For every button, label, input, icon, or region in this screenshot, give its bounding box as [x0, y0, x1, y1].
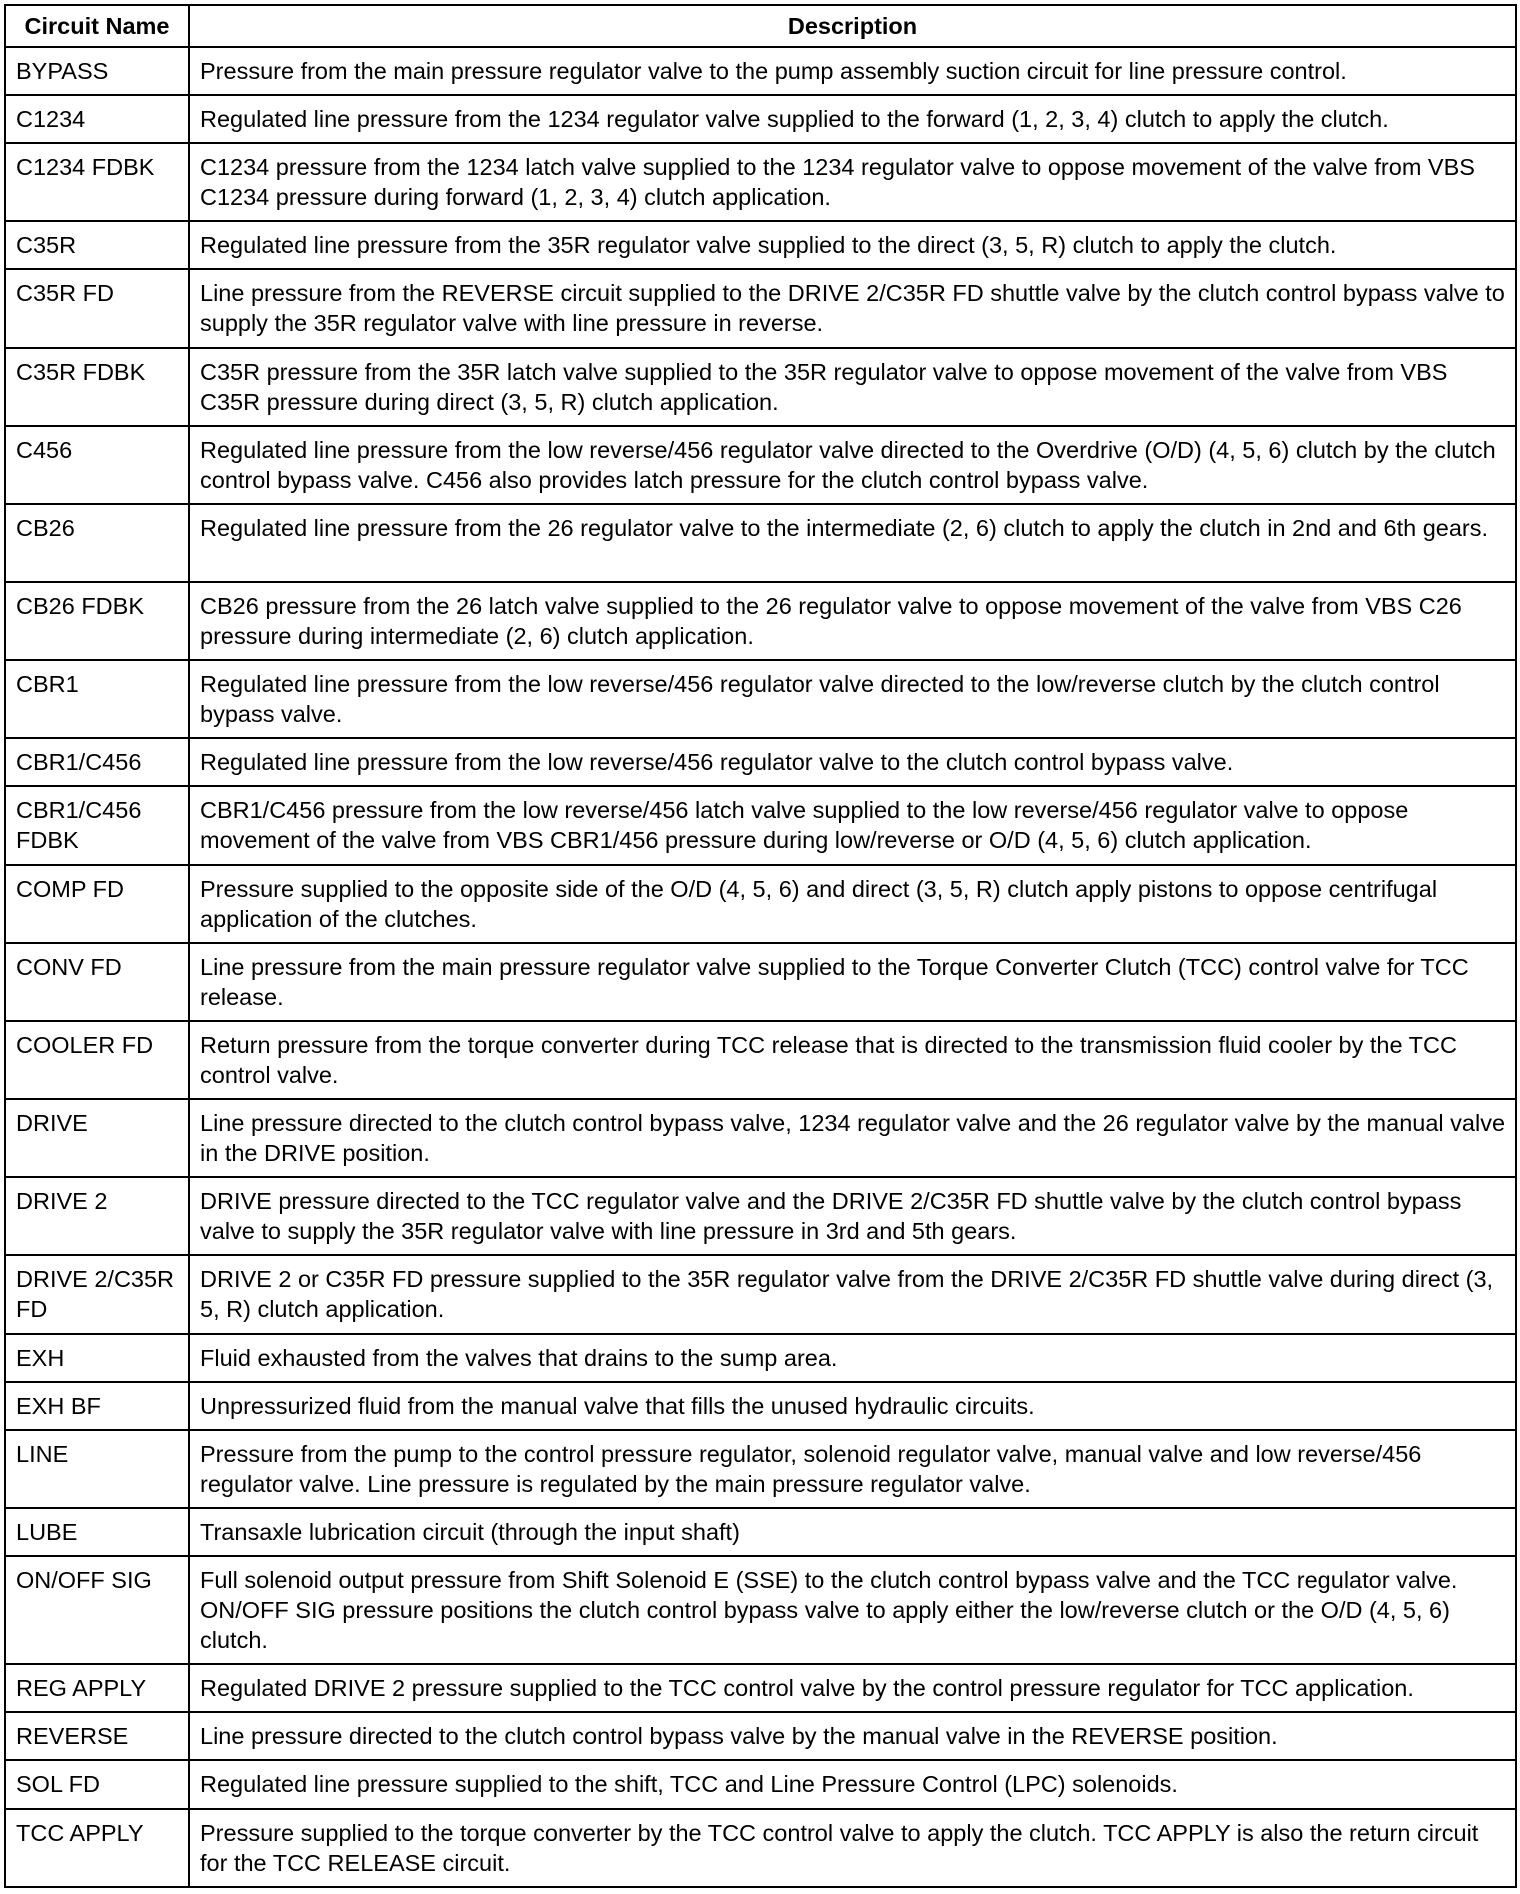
circuit-name-cell: REG APPLY	[5, 1664, 189, 1712]
table-row	[5, 1255, 1516, 1333]
description-cell: CBR1/C456 pressure from the low reverse/456 latch valve supplied to the low reverse/456 regulator valve to oppose movement of the valve from VBS CBR1/456 pressure during low/reverse or O/D (4, 5, 6) clutch application.	[189, 786, 1516, 864]
table-row	[5, 1021, 1516, 1099]
table-row	[5, 1177, 1516, 1255]
circuit-name-cell: DRIVE	[5, 1099, 189, 1177]
description-cell: C1234 pressure from the 1234 latch valve supplied to the 1234 regulator valve to oppose movement of the valve from VBS C1234 pressure during forward (1, 2, 3, 4) clutch application.	[189, 143, 1516, 221]
circuit-name-cell: LUBE	[5, 1508, 189, 1556]
description-cell: Regulated line pressure from the low reverse/456 regulator valve to the clutch control bypass valve.	[189, 738, 1516, 786]
table-row	[5, 1099, 1516, 1177]
description-cell: Line pressure directed to the clutch control bypass valve, 1234 regulator valve and the 26 regulator valve by the manual valve in the DRIVE position.	[189, 1099, 1516, 1177]
header-circuit-name: Circuit Name	[5, 5, 189, 47]
description-cell: DRIVE 2 or C35R FD pressure supplied to the 35R regulator valve from the DRIVE 2/C35R FD shuttle valve during direct (3, 5, R) clutch application.	[189, 1255, 1516, 1333]
description-cell: Unpressurized fluid from the manual valve that fills the unused hydraulic circuits.	[189, 1382, 1516, 1430]
circuit-name-cell: C1234	[5, 95, 189, 143]
circuit-name-cell: SOL FD	[5, 1760, 189, 1808]
circuit-name-cell: CB26	[5, 504, 189, 582]
circuit-name-cell: BYPASS	[5, 47, 189, 95]
description-cell: Regulated line pressure from the 26 regulator valve to the intermediate (2, 6) clutch to apply the clutch in 2nd and 6th gears.	[189, 504, 1516, 582]
table-header-row	[5, 5, 1516, 47]
table-row	[5, 786, 1516, 864]
table-row	[5, 1712, 1516, 1760]
circuit-name-cell: REVERSE	[5, 1712, 189, 1760]
circuit-name-cell: DRIVE 2/C35R FD	[5, 1255, 189, 1333]
table-row	[5, 95, 1516, 143]
table-row	[5, 221, 1516, 269]
table-row	[5, 47, 1516, 95]
circuit-name-cell: CB26 FDBK	[5, 582, 189, 660]
table-row	[5, 143, 1516, 221]
description-cell: Transaxle lubrication circuit (through the input shaft)	[189, 1508, 1516, 1556]
circuit-name-cell: CBR1	[5, 660, 189, 738]
table-row	[5, 1556, 1516, 1664]
description-cell: Fluid exhausted from the valves that drains to the sump area.	[189, 1334, 1516, 1382]
table-row	[5, 269, 1516, 347]
table-row	[5, 1382, 1516, 1430]
circuit-name-cell: C35R FD	[5, 269, 189, 347]
description-cell: Regulated line pressure from the 35R regulator valve supplied to the direct (3, 5, R) clutch to apply the clutch.	[189, 221, 1516, 269]
table-row	[5, 426, 1516, 504]
description-cell: Line pressure from the main pressure regulator valve supplied to the Torque Converter Clutch (TCC) control valve for TCC release.	[189, 943, 1516, 1021]
table-row	[5, 504, 1516, 582]
circuit-name-cell: CBR1/C456 FDBK	[5, 786, 189, 864]
circuit-description-table	[4, 4, 1517, 1888]
circuit-name-cell: TCC APPLY	[5, 1809, 189, 1887]
description-cell: Full solenoid output pressure from Shift Solenoid E (SSE) to the clutch control bypass valve and the TCC regulator valve. ON/OFF SIG pressure positions the clutch control bypass valve to apply either the low/reverse clutch or the O/D (4, 5, 6) clutch.	[189, 1556, 1516, 1664]
description-cell: Line pressure directed to the clutch control bypass valve by the manual valve in the REVERSE position.	[189, 1712, 1516, 1760]
circuit-name-cell: DRIVE 2	[5, 1177, 189, 1255]
table-row	[5, 865, 1516, 943]
description-cell: Return pressure from the torque converter during TCC release that is directed to the transmission fluid cooler by the TCC control valve.	[189, 1021, 1516, 1099]
circuit-name-cell: EXH	[5, 1334, 189, 1382]
circuit-name-cell: COOLER FD	[5, 1021, 189, 1099]
description-cell: Regulated DRIVE 2 pressure supplied to the TCC control valve by the control pressure regulator for TCC application.	[189, 1664, 1516, 1712]
table-row	[5, 1508, 1516, 1556]
description-cell: Regulated line pressure from the low reverse/456 regulator valve directed to the low/reverse clutch by the clutch control bypass valve.	[189, 660, 1516, 738]
circuit-name-cell: CBR1/C456	[5, 738, 189, 786]
table-row	[5, 1334, 1516, 1382]
table-row	[5, 660, 1516, 738]
table-row	[5, 1664, 1516, 1712]
circuit-name-cell: CONV FD	[5, 943, 189, 1021]
description-cell: Regulated line pressure from the low reverse/456 regulator valve directed to the Overdrive (O/D) (4, 5, 6) clutch by the clutch control bypass valve. C456 also provides latch pressure for the clutch control bypass valve.	[189, 426, 1516, 504]
circuit-name-cell: C456	[5, 426, 189, 504]
description-cell: Regulated line pressure supplied to the shift, TCC and Line Pressure Control (LPC) solenoids.	[189, 1760, 1516, 1808]
table-row	[5, 738, 1516, 786]
description-cell: CB26 pressure from the 26 latch valve supplied to the 26 regulator valve to oppose movement of the valve from VBS C26 pressure during intermediate (2, 6) clutch application.	[189, 582, 1516, 660]
description-cell: Pressure from the main pressure regulator valve to the pump assembly suction circuit for line pressure control.	[189, 47, 1516, 95]
circuit-name-cell: COMP FD	[5, 865, 189, 943]
description-cell: DRIVE pressure directed to the TCC regulator valve and the DRIVE 2/C35R FD shuttle valve by the clutch control bypass valve to supply the 35R regulator valve with line pressure in 3rd and 5th gears.	[189, 1177, 1516, 1255]
circuit-name-cell: C1234 FDBK	[5, 143, 189, 221]
description-cell: Line pressure from the REVERSE circuit supplied to the DRIVE 2/C35R FD shuttle valve by the clutch control bypass valve to supply the 35R regulator valve with line pressure in reverse.	[189, 269, 1516, 347]
circuit-name-cell: EXH BF	[5, 1382, 189, 1430]
header-description: Description	[189, 5, 1516, 47]
table-row	[5, 943, 1516, 1021]
table-row	[5, 1809, 1516, 1887]
circuit-name-cell: C35R FDBK	[5, 348, 189, 426]
table-row	[5, 1430, 1516, 1508]
table-row	[5, 348, 1516, 426]
description-cell: C35R pressure from the 35R latch valve supplied to the 35R regulator valve to oppose movement of the valve from VBS C35R pressure during direct (3, 5, R) clutch application.	[189, 348, 1516, 426]
circuit-name-cell: LINE	[5, 1430, 189, 1508]
description-cell: Pressure supplied to the torque converter by the TCC control valve to apply the clutch. TCC APPLY is also the return circuit for the TCC RELEASE circuit.	[189, 1809, 1516, 1887]
description-cell: Pressure supplied to the opposite side of the O/D (4, 5, 6) and direct (3, 5, R) clutch apply pistons to oppose centrifugal application of the clutches.	[189, 865, 1516, 943]
table-row	[5, 1760, 1516, 1808]
circuit-name-cell: ON/OFF SIG	[5, 1556, 189, 1664]
description-cell: Pressure from the pump to the control pressure regulator, solenoid regulator valve, manual valve and low reverse/456 regulator valve. Line pressure is regulated by the main pressure regulator valve.	[189, 1430, 1516, 1508]
table-row	[5, 582, 1516, 660]
description-cell: Regulated line pressure from the 1234 regulator valve supplied to the forward (1, 2, 3, 4) clutch to apply the clutch.	[189, 95, 1516, 143]
circuit-name-cell: C35R	[5, 221, 189, 269]
